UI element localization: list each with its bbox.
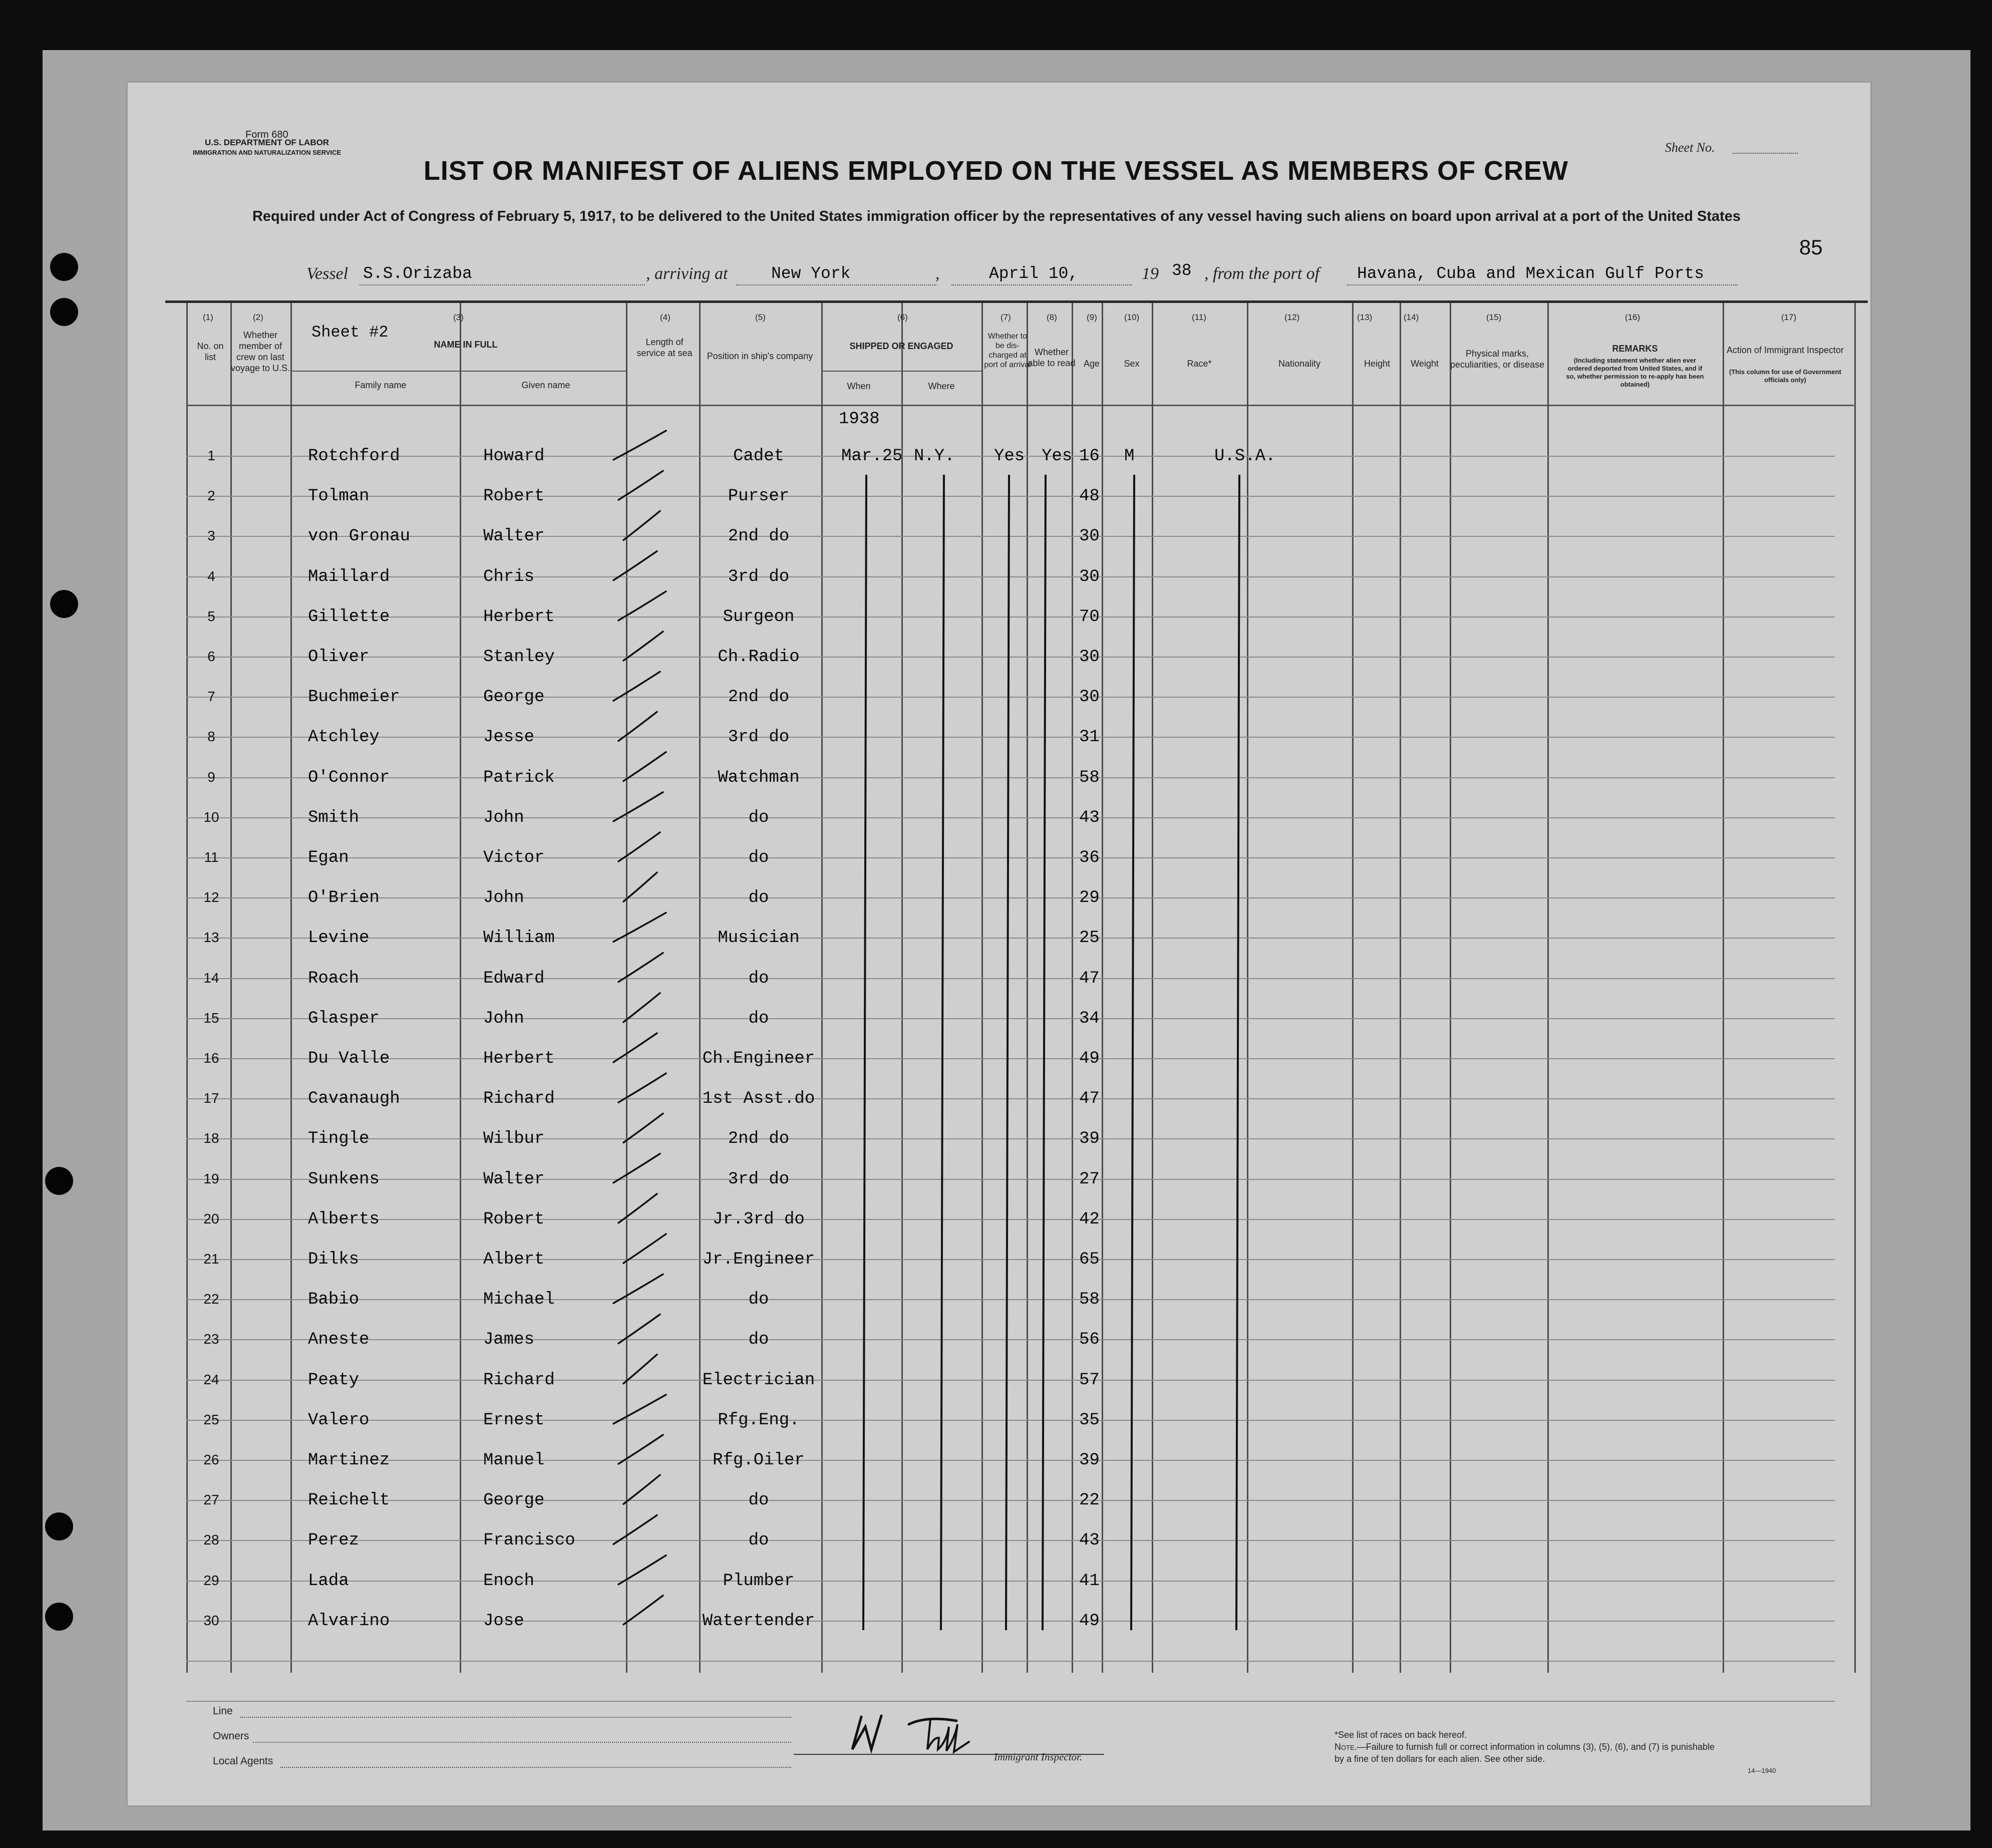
family-name-cell: Perez [308, 1531, 360, 1550]
position-cell: 2nd do [728, 527, 790, 546]
given-name-cell: Albert [483, 1250, 545, 1269]
age-cell: 27 [1079, 1170, 1100, 1189]
age-cell: 16 [1079, 447, 1100, 466]
family-name-cell: von Gronau [308, 527, 411, 546]
given-name-cell: Francisco [483, 1531, 575, 1550]
family-name-cell: Oliver [308, 648, 370, 667]
service-check-mark [613, 1033, 657, 1062]
col-num-12: (12) [1284, 313, 1300, 322]
family-name-cell: Cavanaugh [308, 1089, 400, 1108]
given-name-cell: Herbert [483, 1049, 555, 1068]
row-number-cell: 30 [203, 1613, 219, 1628]
row-number-cell: 20 [203, 1211, 219, 1226]
col-given-name: Given name [521, 380, 570, 390]
age-cell: 36 [1079, 848, 1100, 867]
when-cell: Mar.25 [841, 447, 903, 466]
age-cell: 58 [1079, 1290, 1100, 1309]
service-check-mark [623, 511, 660, 540]
given-name-cell: John [483, 888, 524, 907]
position-cell: Electrician [702, 1371, 815, 1390]
family-name-cell: Tingle [308, 1129, 370, 1148]
age-cell: 48 [1079, 487, 1100, 506]
service-check-mark [613, 792, 663, 821]
col-num-4: (4) [660, 313, 671, 322]
col-num-7: (7) [1001, 313, 1011, 322]
given-name-cell: Manuel [483, 1451, 545, 1470]
penalty-note [1335, 1741, 1725, 1765]
row-number-cell: 14 [203, 970, 219, 986]
ditto-line [1236, 475, 1239, 1630]
row-number-cell: 2 [207, 488, 215, 503]
family-name-cell: Lada [308, 1572, 349, 1591]
service-check-mark [613, 1274, 663, 1303]
position-cell: Cadet [733, 447, 785, 466]
ditto-line [1006, 475, 1009, 1630]
row-number-cell: 22 [203, 1291, 219, 1307]
service-check-mark [618, 712, 657, 741]
col-num-9: (9) [1087, 313, 1097, 322]
where-cell: N.Y. [914, 447, 955, 466]
ditto-line [1131, 475, 1134, 1630]
position-cell: do [748, 969, 769, 988]
age-cell: 47 [1079, 1089, 1100, 1108]
given-name-cell: George [483, 688, 545, 707]
position-cell: 2nd do [728, 688, 790, 707]
sex-cell: M [1124, 447, 1135, 466]
col-num-5: (5) [755, 313, 766, 322]
col-where: Where [928, 381, 955, 391]
local-agents-label: Local Agents [213, 1755, 273, 1767]
discharged-cell: Yes [994, 447, 1025, 466]
position-cell: Ch.Engineer [702, 1049, 815, 1068]
department-name: U.S. DEPARTMENT OF LABOR [205, 138, 329, 147]
line-dotline [240, 1717, 791, 1718]
given-name-cell: Jesse [483, 728, 535, 747]
family-name-cell: Glasper [308, 1009, 380, 1028]
position-cell: do [748, 1330, 769, 1349]
given-name-cell: Edward [483, 969, 545, 988]
col-num-6: (6) [897, 313, 908, 322]
arrival-port: New York [771, 264, 851, 283]
line-label: Line [213, 1705, 233, 1717]
age-cell: 58 [1079, 768, 1100, 787]
given-name-cell: Stanley [483, 648, 555, 667]
given-name-cell: Patrick [483, 768, 555, 787]
service-check-mark [618, 1556, 666, 1585]
row-number-cell: 12 [203, 889, 219, 905]
age-cell: 22 [1079, 1491, 1100, 1510]
given-name-cell: Walter [483, 527, 545, 546]
position-cell: 3rd do [728, 567, 790, 586]
age-cell: 30 [1079, 567, 1100, 586]
row-number-cell: 18 [203, 1130, 219, 1146]
col-num-15: (15) [1486, 313, 1502, 322]
position-cell: Watertender [702, 1612, 815, 1631]
service-check-mark [623, 1355, 657, 1384]
col-num-3: (3) [453, 313, 464, 322]
age-cell: 65 [1079, 1250, 1100, 1269]
age-cell: 43 [1079, 1531, 1100, 1550]
position-cell: Rfg.Oiler [713, 1451, 805, 1470]
position-cell: Purser [728, 487, 790, 506]
service-check-mark [623, 1596, 663, 1625]
ditto-line [941, 475, 944, 1630]
service-check-mark [613, 672, 660, 701]
family-name-cell: Aneste [308, 1330, 370, 1349]
ditto-line [1043, 475, 1046, 1630]
service-check-mark [613, 1154, 660, 1183]
col-action: Action of Immigrant Inspector [1726, 345, 1844, 355]
given-name-cell: Herbert [483, 607, 555, 627]
col-position: Position in ship's company [707, 351, 813, 361]
row-number-cell: 7 [207, 689, 215, 704]
family-name-cell: Atchley [308, 728, 380, 747]
position-cell: Surgeon [723, 607, 795, 627]
position-cell: do [748, 888, 769, 907]
row-number-cell: 19 [203, 1171, 219, 1186]
race-note: *See list of races on back hereof. [1335, 1730, 1467, 1740]
service-check-mark [623, 1113, 663, 1142]
vessel-label: Vessel [306, 264, 349, 283]
col-num-16: (16) [1625, 313, 1640, 322]
page-number: 85 [1799, 235, 1823, 259]
ditto-line [863, 475, 866, 1630]
given-name-cell: Wilbur [483, 1129, 545, 1148]
service-check-mark [623, 1234, 666, 1263]
row-number-cell: 10 [203, 809, 219, 825]
position-cell: 2nd do [728, 1129, 790, 1148]
given-name-cell: Chris [483, 567, 535, 586]
from-port: Havana, Cuba and Mexican Gulf Ports [1357, 264, 1705, 283]
service-check-mark [618, 471, 663, 500]
row-number-cell: 9 [207, 769, 215, 785]
given-name-cell: John [483, 1009, 524, 1028]
age-cell: 30 [1079, 688, 1100, 707]
position-cell: do [748, 848, 769, 867]
family-name-cell: Reichelt [308, 1491, 390, 1510]
given-name-cell: George [483, 1491, 545, 1510]
position-cell: Jr.3rd do [713, 1210, 805, 1229]
age-cell: 39 [1079, 1129, 1100, 1148]
family-name-cell: Sunkens [308, 1170, 380, 1189]
position-cell: do [748, 808, 769, 827]
col-num-10: (10) [1124, 313, 1140, 322]
inspector-label: Immigrant Inspector. [994, 1751, 1083, 1763]
family-name-cell: Rotchford [308, 447, 400, 466]
position-cell: do [748, 1290, 769, 1309]
position-cell: Plumber [723, 1572, 795, 1591]
owners-label: Owners [213, 1730, 249, 1742]
family-name-cell: Valero [308, 1411, 370, 1430]
position-cell: 3rd do [728, 728, 790, 747]
service-check-mark [618, 1194, 657, 1223]
given-name-cell: Richard [483, 1089, 555, 1108]
age-cell: 25 [1079, 929, 1100, 948]
age-cell: 39 [1079, 1451, 1100, 1470]
age-cell: 34 [1079, 1009, 1100, 1028]
service-check-mark [618, 1073, 666, 1102]
family-name-cell: Dilks [308, 1250, 360, 1269]
position-cell: Watchman [718, 768, 800, 787]
row-number-cell: 17 [203, 1090, 219, 1106]
service-check-mark [618, 1435, 663, 1464]
row-number-cell: 23 [203, 1331, 219, 1347]
age-cell: 29 [1079, 888, 1100, 907]
col-nationality: Nationality [1278, 359, 1321, 369]
service-check-mark [613, 551, 657, 580]
family-name-cell: Gillette [308, 607, 390, 627]
col-when: When [847, 381, 871, 391]
col-able-to-read: Whether able to read [1028, 347, 1076, 368]
given-name-cell: Ernest [483, 1411, 545, 1430]
given-name-cell: Michael [483, 1290, 555, 1309]
vessel-name: S.S.Orizaba [363, 264, 472, 283]
col-num-17: (17) [1781, 313, 1797, 322]
age-cell: 57 [1079, 1371, 1100, 1390]
given-name-cell: John [483, 808, 524, 827]
position-cell: do [748, 1531, 769, 1550]
service-check-mark [613, 431, 666, 460]
given-name-cell: Walter [483, 1170, 545, 1189]
service-check-mark [613, 1395, 666, 1424]
col-race: Race* [1187, 359, 1212, 369]
col-remarks-note: (Including statement whether alien ever ordered deported from United States, and if so, whether permission to re-apply has been obtained) [1566, 357, 1704, 388]
age-cell: 35 [1079, 1411, 1100, 1430]
agents-dotline [280, 1767, 791, 1768]
given-name-cell: Victor [483, 848, 545, 867]
family-name-cell: Babio [308, 1290, 360, 1309]
service-check-mark [618, 591, 666, 621]
arrival-date: April 10, [989, 264, 1079, 283]
given-name-cell: William [483, 929, 555, 948]
service-name: IMMIGRATION AND NATURALIZATION SERVICE [193, 149, 342, 156]
given-name-cell: Enoch [483, 1572, 535, 1591]
position-cell: do [748, 1491, 769, 1510]
age-cell: 49 [1079, 1612, 1100, 1631]
position-cell: 3rd do [728, 1170, 790, 1189]
row-number-cell: 4 [207, 568, 215, 584]
family-name-cell: O'Brien [308, 888, 380, 907]
page-subtitle: Required under Act of Congress of February 5, 1917, to be delivered to the United States immigration officer by the representatives of any vessel having such aliens on board upon arrival at a port of the United States [252, 208, 1741, 224]
service-check-mark [623, 752, 666, 781]
family-name-cell: Martinez [308, 1451, 390, 1470]
col-num-14: (14) [1404, 313, 1419, 322]
position-cell: 1st Asst.do [702, 1089, 815, 1108]
age-cell: 43 [1079, 808, 1100, 827]
col-no-on-list: No. on list [197, 341, 224, 362]
family-name-cell: O'Connor [308, 768, 390, 787]
service-check-mark [618, 832, 660, 861]
nationality-cell: U.S.A. [1214, 447, 1276, 466]
age-cell: 70 [1079, 607, 1100, 627]
row-number-cell: 1 [207, 448, 215, 463]
family-name-cell: Buchmeier [308, 688, 400, 707]
year-suffix: 38 [1172, 261, 1192, 280]
col-family-name: Family name [355, 380, 407, 390]
arriving-label: , arriving at [646, 264, 728, 283]
family-name-cell: Peaty [308, 1371, 360, 1390]
row-number-cell: 24 [203, 1372, 219, 1387]
age-cell: 47 [1079, 969, 1100, 988]
service-check-mark [623, 993, 660, 1022]
row-number-cell: 6 [207, 649, 215, 664]
service-check-mark [623, 1475, 660, 1504]
row-number-cell: 5 [207, 608, 215, 624]
family-name-cell: Du Valle [308, 1049, 390, 1068]
col-num-2: (2) [253, 313, 263, 322]
family-name-cell: Smith [308, 808, 360, 827]
row-number-cell: 13 [203, 930, 219, 945]
age-cell: 56 [1079, 1330, 1100, 1349]
col-remarks: REMARKS [1612, 344, 1658, 354]
col-action-note: (This column for use of Government officials only) [1729, 368, 1841, 384]
row-number-cell: 29 [203, 1573, 219, 1588]
service-check-mark [623, 632, 663, 661]
comma-separator: , [935, 264, 940, 283]
owners-dotline [253, 1742, 791, 1743]
family-name-cell: Alvarino [308, 1612, 390, 1631]
col-discharged: Whether to be dis- charged at port of arrival [984, 332, 1031, 369]
note-text: —Failure to furnish full or correct information in columns (3), (5), (6), and (7) is punishable by a fine of ten dollars for each alien. See other side. [1335, 1742, 1715, 1764]
row-number-cell: 11 [204, 849, 219, 865]
given-name-cell: Jose [483, 1612, 524, 1631]
form-number: Form 680 [245, 129, 288, 140]
col-sex: Sex [1124, 359, 1140, 369]
form-code: 14—1940 [1748, 1767, 1776, 1774]
service-check-mark [618, 1314, 660, 1343]
row-number-cell: 8 [207, 729, 215, 744]
col-whether-member: Whether member of crew on last voyage to U.S. [230, 330, 290, 373]
page-title: LIST OR MANIFEST OF ALIENS EMPLOYED ON THE VESSEL AS MEMBERS OF CREW [423, 156, 1569, 186]
given-name-cell: Richard [483, 1371, 555, 1390]
given-name-cell: James [483, 1330, 535, 1349]
given-name-cell: Robert [483, 1210, 545, 1229]
service-check-mark [623, 872, 657, 901]
col-length-of-service: Length of service at sea [636, 337, 693, 358]
age-cell: 49 [1079, 1049, 1100, 1068]
row-number-cell: 21 [203, 1251, 219, 1267]
row-number-cell: 16 [203, 1050, 219, 1066]
service-check-mark [613, 912, 666, 942]
service-check-mark [618, 953, 663, 982]
row-number-cell: 15 [203, 1010, 219, 1026]
given-name-cell: Robert [483, 487, 545, 506]
family-name-cell: Tolman [308, 487, 370, 506]
position-cell: Rfg.Eng. [718, 1411, 800, 1430]
sheet-no-label: Sheet No. [1665, 140, 1715, 155]
read-cell: Yes [1042, 447, 1073, 466]
row-number-cell: 3 [207, 528, 215, 543]
col-age: Age [1083, 359, 1100, 369]
shipped-year: 1938 [839, 410, 880, 429]
col-weight: Weight [1411, 359, 1439, 369]
from-label: , from the port of [1204, 264, 1320, 283]
age-cell: 41 [1079, 1572, 1100, 1591]
position-cell: Jr.Engineer [702, 1250, 815, 1269]
family-name-cell: Egan [308, 848, 349, 867]
row-number-cell: 27 [203, 1492, 219, 1507]
year-prefix: 19 [1142, 264, 1159, 283]
family-name-cell: Maillard [308, 567, 390, 586]
col-shipped-or-engaged: SHIPPED OR ENGAGED [849, 341, 953, 351]
given-name-cell: Howard [483, 447, 545, 466]
family-name-cell: Alberts [308, 1210, 380, 1229]
col-name-in-full: NAME IN FULL [434, 340, 498, 350]
age-cell: 42 [1079, 1210, 1100, 1229]
col-num-8: (8) [1047, 313, 1057, 322]
age-cell: 30 [1079, 527, 1100, 546]
age-cell: 31 [1079, 728, 1100, 747]
col-num-13: (13) [1357, 313, 1373, 322]
family-name-cell: Roach [308, 969, 360, 988]
col-physical-marks: Physical marks, peculiarities, or disease [1450, 349, 1545, 370]
row-number-cell: 26 [203, 1452, 219, 1467]
service-check-mark [613, 1515, 657, 1544]
family-name-cell: Levine [308, 929, 370, 948]
col-num-11: (11) [1192, 313, 1206, 322]
row-number-cell: 28 [203, 1532, 219, 1548]
col-num-1: (1) [203, 313, 213, 322]
col-height: Height [1364, 359, 1391, 369]
sheet-label: Sheet #2 [311, 323, 389, 342]
position-cell: do [748, 1009, 769, 1028]
position-cell: Musician [718, 929, 800, 948]
position-cell: Ch.Radio [718, 648, 800, 667]
note-label: Note. [1335, 1742, 1357, 1752]
age-cell: 30 [1079, 648, 1100, 667]
row-number-cell: 25 [203, 1412, 219, 1427]
